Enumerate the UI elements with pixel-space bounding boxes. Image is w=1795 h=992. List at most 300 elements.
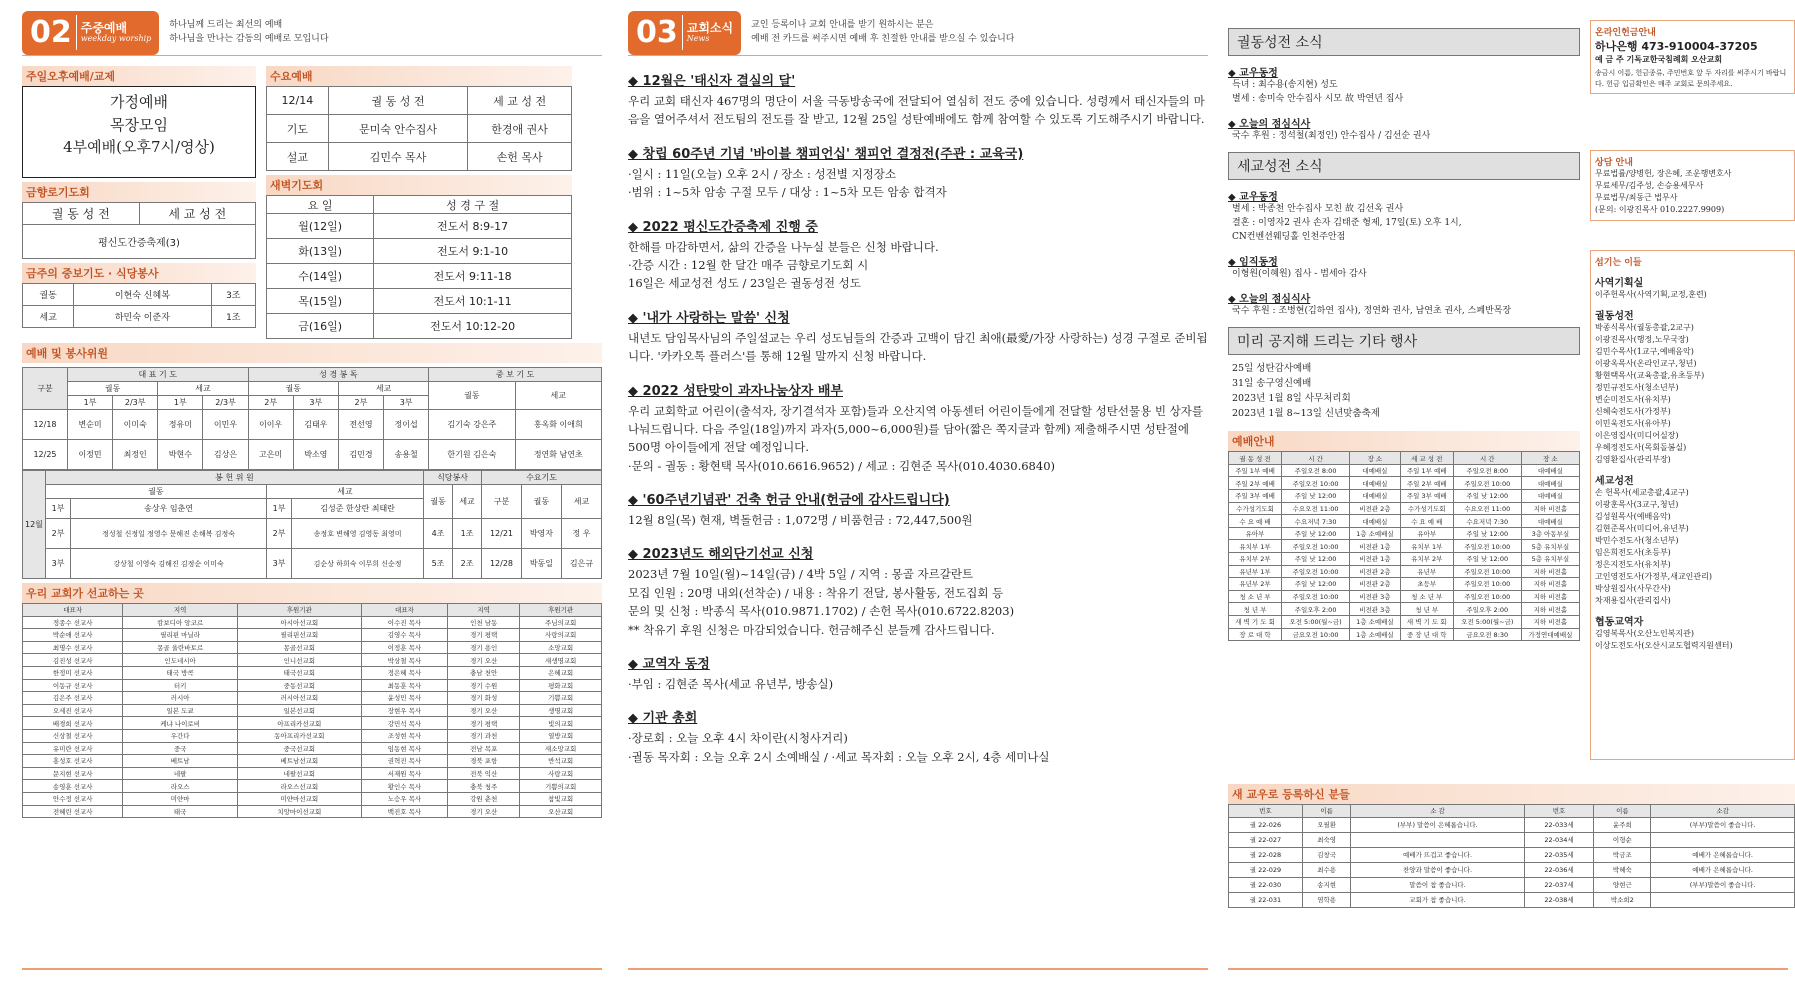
cell: 주일오전 10:00 [1282, 590, 1350, 603]
cell: 오전 5:00(월~금) [1282, 615, 1350, 628]
cell: 인니선교회 [237, 654, 361, 667]
news-body: 국수 후원 : 정석철(최정인) 안수집사 / 김선순 권사 [1232, 130, 1431, 141]
cell: 전도서 9:1-10 [374, 239, 572, 264]
cell: 시 간 [1282, 452, 1350, 465]
cell: 전혜린 선교사 [23, 805, 123, 818]
news-body: 우리 교회 태신자 467명의 명단이 서울 극동방송국에 전달되어 열심히 전도 중에 있습니다. 성령께서 태신자들의 마음을 열어주셔서 전도팀의 전도를 잘 받고, 12월 25일 성탄예배에도 함께 참여할 수 있도록 기도해주시기 바랍니다. [628, 94, 1205, 127]
cell: 네팔선교회 [237, 767, 361, 780]
table-row [1229, 862, 1795, 877]
cell: 대예배실 [1350, 464, 1401, 477]
counsel-line: 무료법무/최동근 법무사 [1595, 193, 1678, 202]
cell: 참빛교회 [520, 792, 602, 805]
table-row [23, 679, 602, 692]
cell: 장현우 목사 [361, 704, 447, 717]
cell: 주일 낮 12:00 [1282, 553, 1350, 566]
staff-line: 김영환집사(관리부장) [1595, 455, 1671, 464]
cell: 정이섭 [384, 410, 429, 440]
staff-group-title: 협동교역자 [1595, 617, 1644, 628]
cell: 강원 춘천 [448, 792, 520, 805]
section-title: 교회소식 [686, 20, 734, 35]
cell: 궐 22-027 [1229, 832, 1303, 847]
news-heading: ◆ 오늘의 점심식사 [1228, 293, 1311, 305]
news-heading: ◆ 오늘의 점심식사 [1228, 118, 1311, 130]
table-row [23, 742, 602, 755]
table-row [1229, 490, 1580, 503]
cell: 대예배실 [1350, 490, 1401, 503]
cell: 김영수 목사 [361, 629, 447, 642]
staff-line: 김현준목사(미디어,유년부) [1595, 524, 1689, 533]
section-badge [628, 11, 741, 55]
cell: (부부) 말씀이 은혜롭습니다. [1351, 817, 1524, 832]
cell: (부부)말씀이 좋습니다. [1651, 817, 1795, 832]
cell: 김민수 목사 [328, 143, 467, 171]
cell: 몽골선교회 [237, 641, 361, 654]
newcomer-section [1228, 780, 1795, 908]
cell: 예배가 은혜롭습니다. [1651, 862, 1795, 877]
cell: 김성준 한상란 최태란 [292, 499, 424, 519]
cell: 주일오전 8:00 [1282, 464, 1350, 477]
cell: 세교 [453, 485, 482, 519]
cell: 전도서 9:11-18 [374, 264, 572, 289]
cell: 반석교회 [520, 755, 602, 768]
cell: 유아부 [1229, 527, 1282, 540]
cell: 강상철 이영숙 김해진 김정순 이미숙 [71, 549, 267, 579]
cell: 전도서 10:12-20 [374, 314, 572, 339]
cell: 청 소 년 부 [1400, 590, 1453, 603]
news-list [628, 70, 1208, 766]
cell: 전도서 10:1-11 [374, 289, 572, 314]
section-label: 우리 교회가 선교하는 곳 [22, 583, 602, 603]
meal-table [22, 283, 256, 328]
section-badge [22, 11, 159, 55]
cell: 박현수 [158, 440, 203, 470]
cell: 구분 [23, 368, 68, 410]
section-title: 주중예배 [80, 20, 128, 35]
cell: 이이우 [248, 410, 293, 440]
staff-box [1590, 250, 1795, 760]
table-row [23, 704, 602, 717]
staff-line: 박민수전도사(청소년부) [1595, 536, 1679, 545]
cell: 임동현 목사 [361, 742, 447, 755]
cell: 22-038세 [1524, 892, 1594, 907]
cell: 아시아선교회 [237, 616, 361, 629]
table-row [23, 666, 602, 679]
page-02 [22, 10, 602, 970]
staff-title: 섬기는 이들 [1595, 258, 1642, 268]
cell: 태국 [123, 805, 237, 818]
cell: 세 교 성 전 [1400, 452, 1453, 465]
cell: 유미란 선교사 [23, 742, 123, 755]
cell: 신상철 선교사 [23, 729, 123, 742]
cell: 케냐 나이로비 [123, 717, 237, 730]
page-number: 03 [636, 15, 683, 50]
cell: 주일 낮 12:00 [1453, 553, 1521, 566]
cell: 주일오전 10:00 [1453, 565, 1521, 578]
cell: 대예배실 [1350, 477, 1401, 490]
cell: 금요오전 10:00 [1282, 628, 1350, 641]
staff-line: 변순미전도사(유치부) [1595, 395, 1671, 404]
cell: 이정훈 목사 [361, 641, 447, 654]
cell: 궐동 [423, 485, 452, 519]
cell: 주님의교회 [520, 616, 602, 629]
staff-row [23, 410, 602, 440]
cell: 지역 [123, 604, 237, 617]
cell: 경기 화성 [448, 692, 520, 705]
staff-line: 김성원목사(예배음악) [1595, 512, 1671, 521]
staff-line: 김영복목사(오산노인복지관) [1595, 629, 1694, 638]
page-04 [1228, 10, 1788, 970]
cell: 주일오전 10:00 [1453, 540, 1521, 553]
cell: 생명교회 [520, 704, 602, 717]
table-row [1229, 540, 1580, 553]
cell: 주일 1부 예배 [1229, 464, 1282, 477]
online-offering-box [1590, 20, 1795, 94]
cell: 새 벽 기 도 회 [1229, 615, 1282, 628]
table-row [1229, 590, 1580, 603]
table-row [1229, 527, 1580, 540]
cell: 김진성 선교사 [23, 654, 123, 667]
cell: 충북 청주 [448, 780, 520, 793]
online-title: 온라인헌금안내 [1595, 28, 1656, 38]
table-row [23, 717, 602, 730]
table-row [23, 629, 602, 642]
staff-line: 신혜숙전도사(가정부) [1595, 407, 1671, 416]
cell: 궐동 [521, 485, 561, 519]
cell: 번호 [1524, 805, 1594, 818]
cell: 경기 평택 [448, 717, 520, 730]
news-heading: ◆ 교역자 동정 [628, 657, 710, 673]
news-body: 한해를 마감하면서, 삶의 간증을 나누실 분들은 신청 바랍니다. ·간증 시간 : 12월 한 달간 매주 금향로기도회 시 16일은 세교성전 성도 / 23일은 궐동성전 성도 [628, 239, 939, 291]
cell: 12/18 [23, 410, 68, 440]
event-item: 25일 성탄감사예배 [1232, 362, 1312, 374]
cell: 주일 낮 12:00 [1282, 578, 1350, 591]
cell: 세교 [158, 382, 248, 396]
cell: 중국 [123, 742, 237, 755]
table-row [23, 767, 602, 780]
cell: 예배가 은혜롭습니다. [1651, 847, 1795, 862]
cell: 백진호 목사 [361, 805, 447, 818]
cell: 치앙마이선교회 [237, 805, 361, 818]
cell: 라오스선교회 [237, 780, 361, 793]
cell: 태국선교회 [237, 666, 361, 679]
cell: 최수용 [1302, 862, 1350, 877]
cell: 염학용 [1302, 892, 1350, 907]
cell: 주일오전 10:00 [1282, 565, 1350, 578]
cell: 동아프리카선교회 [237, 729, 361, 742]
staff-list [1595, 274, 1790, 652]
cell: 박상철 목사 [361, 654, 447, 667]
cell: 빛의교회 [520, 717, 602, 730]
cell: 대예배실 [1521, 490, 1579, 503]
cell: 지하 비전홀 [1521, 615, 1579, 628]
staff-row [23, 440, 602, 470]
cell: 주일오후 2:00 [1453, 603, 1521, 616]
cell: 수요오전 11:00 [1453, 502, 1521, 515]
page-number: 02 [30, 15, 77, 50]
cell: 3부 [45, 549, 70, 579]
news-body: 득녀 : 최수용(송지현) 성도 별세 : 송미숙 안수집사 시모 故 박연년 집사 [1232, 80, 1404, 104]
cell: 박동일 [521, 549, 561, 579]
cell: 금(16일) [267, 314, 374, 339]
cell: 미얀마 [123, 792, 237, 805]
footer-line [1228, 968, 1788, 970]
cell: 주일 3부 예배 [1400, 490, 1453, 503]
cell: 경기 과천 [448, 729, 520, 742]
cell: 후원기관 [520, 604, 602, 617]
news-heading: ◆ 2022 성탄맞이 과자나눔상자 배부 [628, 383, 843, 399]
table-row [23, 692, 602, 705]
cell: 주일오전 10:00 [1453, 590, 1521, 603]
cell: 주일 낮 12:00 [1453, 490, 1521, 503]
table-row [1229, 477, 1580, 490]
cell: 수요기도 [482, 471, 602, 485]
cell: 최동훈 목사 [361, 679, 447, 692]
cell: (부부)말씀이 좋습니다. [1651, 877, 1795, 892]
staff-group-title: 세교성전 [1595, 476, 1634, 487]
cell: 변순미 [67, 410, 112, 440]
staff-line: 이은영집사(미디어실장) [1595, 431, 1679, 440]
cell: 경기 수원 [448, 679, 520, 692]
cell: 최명수 선교사 [23, 641, 123, 654]
cell: 세 교 성 전 [139, 203, 256, 225]
cell [1351, 832, 1524, 847]
section-label: 예배 및 봉사위원 [22, 343, 602, 363]
cell: 한정미 선교사 [23, 666, 123, 679]
cell: 이수진 목사 [361, 616, 447, 629]
online-note: 송금시 이름, 헌금종류, 주민번호 앞 두 자리를 써주시기 바랍니다. 헌금 입금확인은 매주 교회로 문의주세요. [1595, 69, 1787, 88]
cell [1651, 832, 1795, 847]
cell: 비전관 1층 [1350, 540, 1401, 553]
cell: 궐 22-026 [1229, 817, 1303, 832]
cell: 캄보디아 앙코르 [123, 616, 237, 629]
cell: 1부 [266, 499, 291, 519]
header-sub: 하나님을 만나는 감동의 예배로 모입니다 [169, 33, 329, 44]
news-body: 별세 : 박종천 안수집사 모친 故 김선옥 권사 결혼 : 이영자2 권사 손자 김태준 형제, 17일(토) 오후 1시, CN컨벤션웨딩홀 인천주안점 [1232, 203, 1462, 242]
cell: 문미숙 안수집사 [328, 115, 467, 143]
cell: 번호 [1229, 805, 1303, 818]
footer-line [22, 968, 602, 970]
cell: 경기 평택 [448, 629, 520, 642]
news-heading: ◆ '60주년기념관' 건축 헌금 안내(헌금에 감사드립니다) [628, 493, 950, 509]
staff-line: 황현택목사(교육총괄,유초등부) [1595, 371, 1705, 380]
cell: 궐 동 성 전 [1229, 452, 1282, 465]
cell: 찬양과 말씀이 좋습니다. [1351, 862, 1524, 877]
cell: 터키 [123, 679, 237, 692]
cell: 박소희2 [1594, 892, 1651, 907]
events-title: 미리 공지해 드리는 기타 행사 [1228, 327, 1580, 355]
friday-table [22, 202, 256, 259]
cell: 이형순 [1594, 832, 1651, 847]
cell: 소 감 [1351, 805, 1524, 818]
cell: 김은규 [561, 549, 601, 579]
cell: 전선영 [338, 410, 383, 440]
cell: 1조 [453, 519, 482, 549]
cell: 송용철 [384, 440, 429, 470]
cell: 손헌 목사 [468, 143, 572, 171]
cell: 한기원 김은숙 [429, 440, 515, 470]
cell: 지역 [448, 604, 520, 617]
section-label: 금향로기도회 [22, 182, 256, 202]
cell: 기도 [267, 115, 329, 143]
cell: 세교 [515, 382, 601, 410]
cell: 1층 소예배실 [1350, 615, 1401, 628]
staff-line: 손 헌목사(세교총괄,4교구) [1595, 488, 1689, 497]
cell: 2부 [248, 396, 293, 410]
staff-line: 이광훈목사(3교구,청년) [1595, 500, 1679, 509]
cell: 구분 [482, 485, 522, 519]
online-bank: 하나은행 473-910004-37205 [1595, 40, 1758, 53]
table-row [23, 641, 602, 654]
cell: 1부 [45, 499, 70, 519]
news-heading: ◆ 교우동정 [1228, 68, 1278, 79]
cell: 중동선교회 [237, 679, 361, 692]
cell: 필리핀 마닐라 [123, 629, 237, 642]
cell: 유치부 1부 [1229, 540, 1282, 553]
cell: 오필환 [1302, 817, 1350, 832]
page-03 [628, 10, 1208, 970]
section-label: 주일오후예배/교제 [22, 66, 256, 86]
cell: 궐동 [23, 284, 74, 306]
worship-table [1228, 451, 1580, 641]
table-row [1229, 877, 1795, 892]
cell: 궐 22-031 [1229, 892, 1303, 907]
cell: 송정호 변해영 김영동 최영미 [292, 519, 424, 549]
cell: 평화교회 [520, 679, 602, 692]
cell: 비전관 2층 [1350, 578, 1401, 591]
cell: 이름 [1302, 805, 1350, 818]
cell: 소감 [1651, 805, 1795, 818]
cell: 수가성기도회 [1400, 502, 1453, 515]
cell: 목(15일) [267, 289, 374, 314]
cell: 지하 비전홀 [1521, 502, 1579, 515]
cell: 수요오전 11:00 [1282, 502, 1350, 515]
cell: 은혜교회 [520, 666, 602, 679]
cell: 궐 22-028 [1229, 847, 1303, 862]
table-row [1229, 553, 1580, 566]
cell: 정은혜 목사 [361, 666, 447, 679]
cell: 새생명교회 [520, 654, 602, 667]
cell: 유치부 1부 [1400, 540, 1453, 553]
staff-line: 우혜정전도사(목회돌봄실) [1595, 443, 1687, 452]
cell: 윤주희 [1594, 817, 1651, 832]
cell: 대표자 [23, 604, 123, 617]
cell: 12/28 [482, 549, 522, 579]
table-row [1229, 892, 1795, 907]
cell: 박혜숙 [1594, 862, 1651, 877]
cell: 주일 2부 예배 [1400, 477, 1453, 490]
section-label: 금주의 중보기도 · 식당봉사 [22, 263, 256, 283]
cell: 이현숙 신혜복 [74, 284, 211, 306]
cell: 이름 [1594, 805, 1651, 818]
cell: 열방교회 [520, 729, 602, 742]
cell: 김태우 [293, 410, 338, 440]
cell: 유치부 2부 [1229, 553, 1282, 566]
cell: 비전관 3층 [1350, 590, 1401, 603]
cell: 정연화 남연초 [515, 440, 601, 470]
sunday-line: 가정예배 [110, 93, 168, 111]
cell: 세교 [23, 306, 74, 328]
cell: 유년부 2부 [1229, 578, 1282, 591]
cell: 송지현 [1302, 877, 1350, 892]
cell: 궐 동 성 전 [23, 203, 140, 225]
cell: 주일오전 10:00 [1453, 477, 1521, 490]
cell: 송영훈 선교사 [23, 780, 123, 793]
segyo-news [1228, 188, 1580, 319]
cell: 유치부 2부 [1400, 553, 1453, 566]
cell: 주일 낮 12:00 [1282, 527, 1350, 540]
sunday-line: 목장모임 [110, 115, 168, 134]
cell: 5층 유치부실 [1521, 553, 1579, 566]
cell: 22-036세 [1524, 862, 1594, 877]
cell: 최정인 [113, 440, 158, 470]
cell: 정종수 선교사 [23, 616, 123, 629]
section-label: 예배안내 [1228, 431, 1580, 451]
cell: 일본선교회 [237, 704, 361, 717]
cell: 이민우 [203, 410, 248, 440]
cell: 주일 3부 예배 [1229, 490, 1282, 503]
cell: 소망교회 [520, 641, 602, 654]
cell: 성 경 봉 독 [248, 368, 429, 382]
cell: 주일오전 10:00 [1282, 540, 1350, 553]
cell: 3부 [384, 396, 429, 410]
table-row [23, 780, 602, 793]
table-row [1229, 464, 1580, 477]
header-sub: 교인 등록이나 교회 안내를 받기 원하시는 분은 [751, 20, 934, 30]
cell: 초등부 [1400, 578, 1453, 591]
cell: 비전관 3층 [1350, 603, 1401, 616]
cell: 장 소 [1521, 452, 1579, 465]
news-column [1228, 10, 1580, 641]
cell: 대예배실 [1521, 477, 1579, 490]
staff-line: 정민규전도사(청소년부) [1595, 383, 1679, 392]
cell: 지하 비전홀 [1521, 590, 1579, 603]
staff-line: 정은지전도사(유치부) [1595, 560, 1671, 569]
cell: 유아부 [1400, 527, 1453, 540]
cell: 경북 포항 [448, 755, 520, 768]
cell: 이동규 선교사 [23, 679, 123, 692]
cell: 수요저녁 7:30 [1282, 515, 1350, 528]
news-body: ·부임 : 김현준 목사(세교 유년부, 방송실) [628, 677, 834, 692]
news-heading: ◆ '내가 사랑하는 말씀' 신청 [628, 310, 790, 326]
cell: 인도네시아 [123, 654, 237, 667]
cell: 경기 오산 [448, 704, 520, 717]
counsel-line: (문의: 이광진목사 010.2227.9909) [1595, 205, 1725, 214]
cell: 사랑의교회 [520, 629, 602, 642]
cell: 이미숙 [113, 410, 158, 440]
cell: 박순애 선교사 [23, 629, 123, 642]
events-list [1228, 355, 1580, 428]
header-sub: 하나님께 드리는 최선의 예배 [169, 20, 283, 30]
cell: 전북 익산 [448, 767, 520, 780]
cell: 중 장 년 대 학 [1400, 628, 1453, 641]
cell: 권혁진 목사 [361, 755, 447, 768]
cell: 몽골 울란바토르 [123, 641, 237, 654]
cell: 김순상 하희숙 이무희 신순정 [292, 549, 424, 579]
cell: 시 간 [1453, 452, 1521, 465]
cell: 장 로 대 학 [1229, 628, 1282, 641]
cell: 궐동 [429, 382, 515, 410]
cell: 양현근 [1594, 877, 1651, 892]
cell: 2부 [338, 396, 383, 410]
cell: 황인수 목사 [361, 780, 447, 793]
cell: 김기숙 강은주 [429, 410, 515, 440]
cell: 태국 방콕 [123, 666, 237, 679]
cell: 22-037세 [1524, 877, 1594, 892]
cell: 2부 [266, 519, 291, 549]
cell: 전도서 8:9-17 [374, 214, 572, 239]
cell: 2부 [45, 519, 70, 549]
cell: 주일오전 8:00 [1453, 464, 1521, 477]
